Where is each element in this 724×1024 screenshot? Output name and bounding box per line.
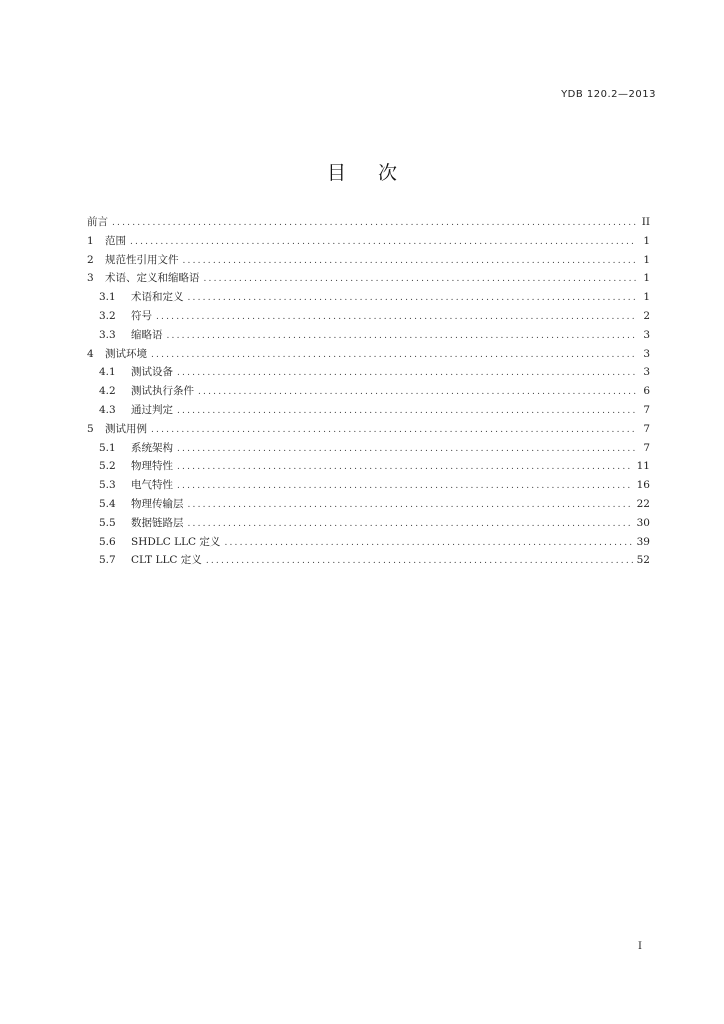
toc-entry[interactable] <box>87 251 650 270</box>
toc-entry-page: 1 <box>643 253 650 266</box>
toc-entry[interactable] <box>87 551 650 570</box>
toc-entry-page: 3 <box>643 347 650 360</box>
toc-dot-leader <box>198 383 636 402</box>
toc-entry[interactable] <box>87 269 650 288</box>
toc-entry[interactable] <box>87 476 650 495</box>
toc-entry-page: 1 <box>643 234 650 247</box>
toc-entry-page: 3 <box>643 366 650 379</box>
toc-entry-label: 系统架构 <box>131 441 173 454</box>
toc-entry-label: 前言 <box>87 216 108 228</box>
toc-entry-page: 6 <box>643 385 650 398</box>
toc-dot-leader <box>151 421 636 440</box>
toc-entry-number: 5.5 <box>99 516 116 529</box>
toc-entry-page: 30 <box>636 516 650 529</box>
toc-entry-label: 测试设备 <box>131 366 173 379</box>
toc-dot-leader <box>167 327 637 346</box>
toc-entry-number: 5 <box>87 422 94 435</box>
toc-entry-number: 3.3 <box>99 328 116 341</box>
toc-entry-number: 2 <box>87 253 94 266</box>
toc-dot-leader <box>177 458 633 477</box>
toc-dot-leader <box>188 496 633 515</box>
toc-entry-label: 电气特性 <box>131 479 173 492</box>
toc-entry[interactable] <box>87 514 650 533</box>
toc-entry-page: II <box>641 216 650 228</box>
toc-dot-leader <box>188 515 633 534</box>
toc-entry[interactable] <box>87 420 650 439</box>
toc-entry-page: 11 <box>636 460 650 473</box>
toc-entry-label: 测试环境 <box>105 347 147 360</box>
toc-entry-page: 16 <box>636 479 650 492</box>
toc-entry-label: 范围 <box>105 234 126 247</box>
document-code: YDB 120.2—2013 <box>561 89 656 100</box>
toc-entry-number: 4 <box>87 347 94 360</box>
toc-entry[interactable] <box>87 213 650 232</box>
toc-entry-number: 5.3 <box>99 479 116 492</box>
toc-dot-leader <box>156 308 636 327</box>
toc-entry-label: 物理传输层 <box>131 497 184 510</box>
toc-entry-label: 术语和定义 <box>131 291 184 304</box>
toc-dot-leader <box>183 252 637 271</box>
toc-entry-label: 缩略语 <box>131 328 163 341</box>
toc-dot-leader <box>177 440 636 459</box>
toc-entry-page: 22 <box>636 497 650 510</box>
toc-entry-page: 1 <box>643 272 650 285</box>
toc-entry-number: 3 <box>87 272 94 285</box>
toc-entry[interactable] <box>87 382 650 401</box>
toc-entry-label: 通过判定 <box>131 403 173 416</box>
toc-dot-leader <box>177 364 636 383</box>
toc-entry-page: 3 <box>643 328 650 341</box>
toc-entry[interactable] <box>87 363 650 382</box>
toc-dot-leader <box>177 477 633 496</box>
toc-entry[interactable] <box>87 457 650 476</box>
toc-dot-leader <box>151 346 636 365</box>
toc-entry[interactable] <box>87 288 650 307</box>
toc-dot-leader <box>188 289 637 308</box>
toc-dot-leader <box>112 214 636 233</box>
toc-entry-page: 2 <box>643 309 650 322</box>
toc-entry-number: 5.1 <box>99 441 116 454</box>
toc-entry-label: 物理特性 <box>131 460 173 473</box>
toc-entry-number: 5.2 <box>99 460 116 473</box>
toc-entry[interactable] <box>87 533 650 552</box>
toc-entry-label: 数据链路层 <box>131 516 184 529</box>
toc-entry[interactable] <box>87 439 650 458</box>
toc-entry-page: 7 <box>643 441 650 454</box>
toc-entry[interactable] <box>87 232 650 251</box>
toc-entry-label: CLT LLC 定义 <box>131 554 202 567</box>
toc-entry-number: 4.2 <box>99 385 116 398</box>
toc-entry-number: 5.6 <box>99 535 116 548</box>
toc-entry-label: 符号 <box>131 309 152 322</box>
toc-entry-label: SHDLC LLC 定义 <box>131 535 221 548</box>
toc-entry-page: 52 <box>636 554 650 567</box>
toc-entry-number: 5.4 <box>99 497 116 510</box>
toc-entry-label: 规范性引用文件 <box>105 253 179 266</box>
toc-entry[interactable] <box>87 495 650 514</box>
page-title: 目次 <box>326 162 429 184</box>
toc-entry-page: 1 <box>643 291 650 304</box>
table-of-contents <box>87 213 650 570</box>
toc-entry-page: 7 <box>643 422 650 435</box>
toc-entry[interactable] <box>87 326 650 345</box>
toc-entry[interactable] <box>87 401 650 420</box>
toc-entry-page: 39 <box>636 535 650 548</box>
toc-entry-label: 测试用例 <box>105 422 147 435</box>
toc-dot-leader <box>206 552 633 571</box>
toc-entry-number: 3.2 <box>99 309 116 322</box>
toc-entry[interactable] <box>87 307 650 326</box>
toc-entry-page: 7 <box>643 403 650 416</box>
toc-entry-number: 4.3 <box>99 403 116 416</box>
toc-entry-number: 3.1 <box>99 291 116 304</box>
toc-entry-label: 测试执行条件 <box>131 385 194 398</box>
toc-dot-leader <box>204 270 637 289</box>
toc-dot-leader <box>224 534 632 553</box>
toc-entry-label: 术语、定义和缩略语 <box>105 272 200 285</box>
page-number: I <box>638 941 642 952</box>
toc-entry-number: 1 <box>87 234 94 247</box>
toc-entry-number: 4.1 <box>99 366 116 379</box>
toc-entry-number: 5.7 <box>99 554 116 567</box>
toc-dot-leader <box>130 233 636 252</box>
toc-dot-leader <box>177 402 636 421</box>
toc-entry[interactable] <box>87 345 650 364</box>
